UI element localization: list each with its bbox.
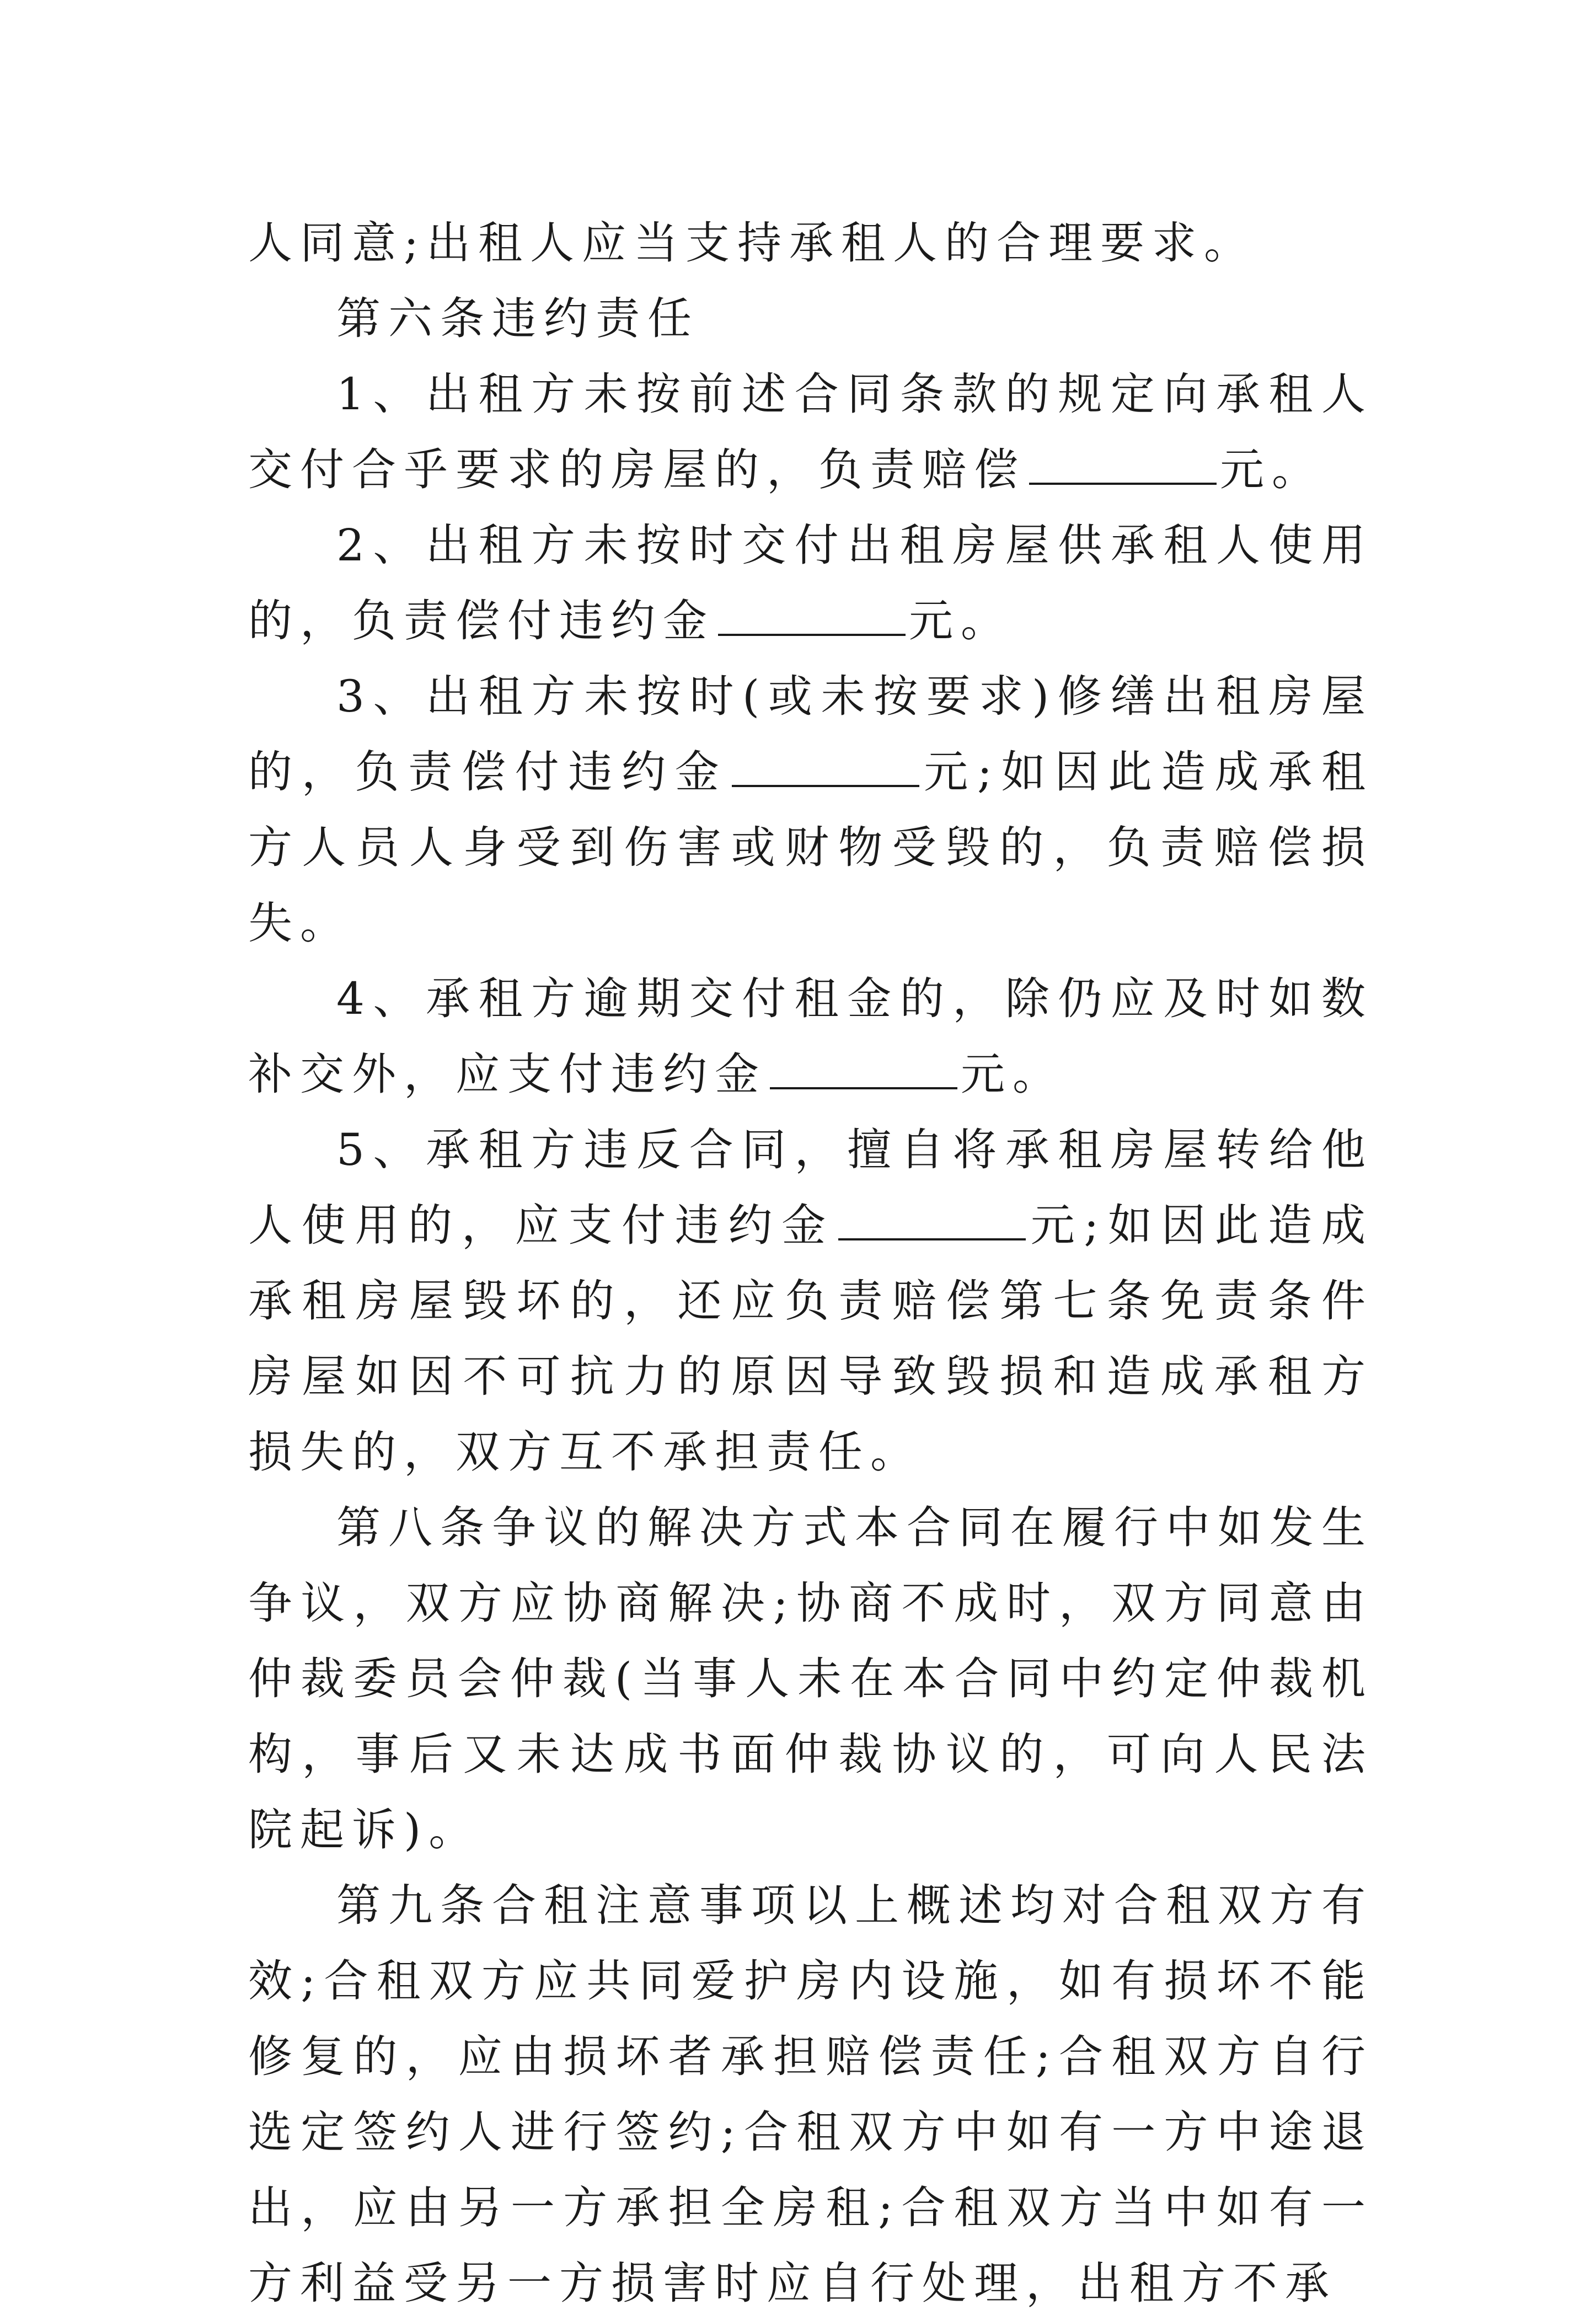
fill-in-blank — [1029, 450, 1217, 485]
clause-text: 5、承租方违反合同，擅自将承租房屋转给他人使用的，应支付违约金 — [248, 1124, 1373, 1251]
clause-text: 元;如因此造成承租方人员人身受到伤害或财物受毁的，负责赔偿损失。 — [248, 746, 1374, 949]
clause-text: 4、承租方逾期交付租金的，除仍应及时如数补交外，应支付违约金 — [248, 973, 1373, 1100]
clause-6-3 — [248, 659, 1373, 961]
paragraph-continuation: 人同意;出租人应当支持承租人的合理要求。 — [248, 217, 1256, 269]
clause-text: 3、出租方未按时(或未按要求)修缮出租房屋的，负责偿付违约金 — [248, 671, 1373, 798]
clause-6-2 — [248, 507, 1373, 659]
document-body — [248, 205, 1373, 2321]
fill-in-blank — [718, 601, 906, 636]
fill-in-blank — [732, 752, 919, 787]
article-9-paragraph: 第九条合租注意事项以上概述均对合租双方有效;合租双方应共同爱护房内设施，如有损坏不能修复的，应由损坏者承担赔偿责任;合租双方自行选定签约人进行签约;合租双方中如有一方中途退出，应由另一方承担全房租;合租双方当中如有一方利益受另一方损害时应自行处理，出租方不承 — [248, 1880, 1373, 2309]
article-6-heading: 第六条违约责任 — [336, 293, 699, 344]
clause-text: 元;如因此造成承租房屋毁坏的，还应负责赔偿第七条免责条件房屋如因不可抗力的原因导致毁损和造成承租方损失的，双方互不承担责任。 — [248, 1200, 1374, 1478]
clause-6-5 — [248, 1112, 1373, 1490]
fill-in-blank — [838, 1205, 1026, 1240]
clause-6-4 — [248, 961, 1373, 1112]
clause-text: 2、出租方未按时交付出租房屋供承租人使用的，负责偿付违约金 — [248, 520, 1373, 646]
clause-6-1 — [248, 356, 1373, 507]
clause-text: 元。 — [909, 595, 1013, 646]
clause-text: 元。 — [1220, 444, 1324, 495]
clause-text: 1、出租方未按前述合同条款的规定向承租人交付合乎要求的房屋的，负责赔偿 — [248, 368, 1373, 495]
fill-in-blank — [770, 1054, 957, 1089]
article-8-paragraph: 第八条争议的解决方式本合同在履行中如发生争议，双方应协商解决;协商不成时，双方同意由仲裁委员会仲裁(当事人未在本合同中约定仲裁机构，事后又未达成书面仲裁协议的，可向人民法院起诉)。 — [248, 1502, 1373, 1855]
clause-text: 元。 — [961, 1049, 1064, 1100]
